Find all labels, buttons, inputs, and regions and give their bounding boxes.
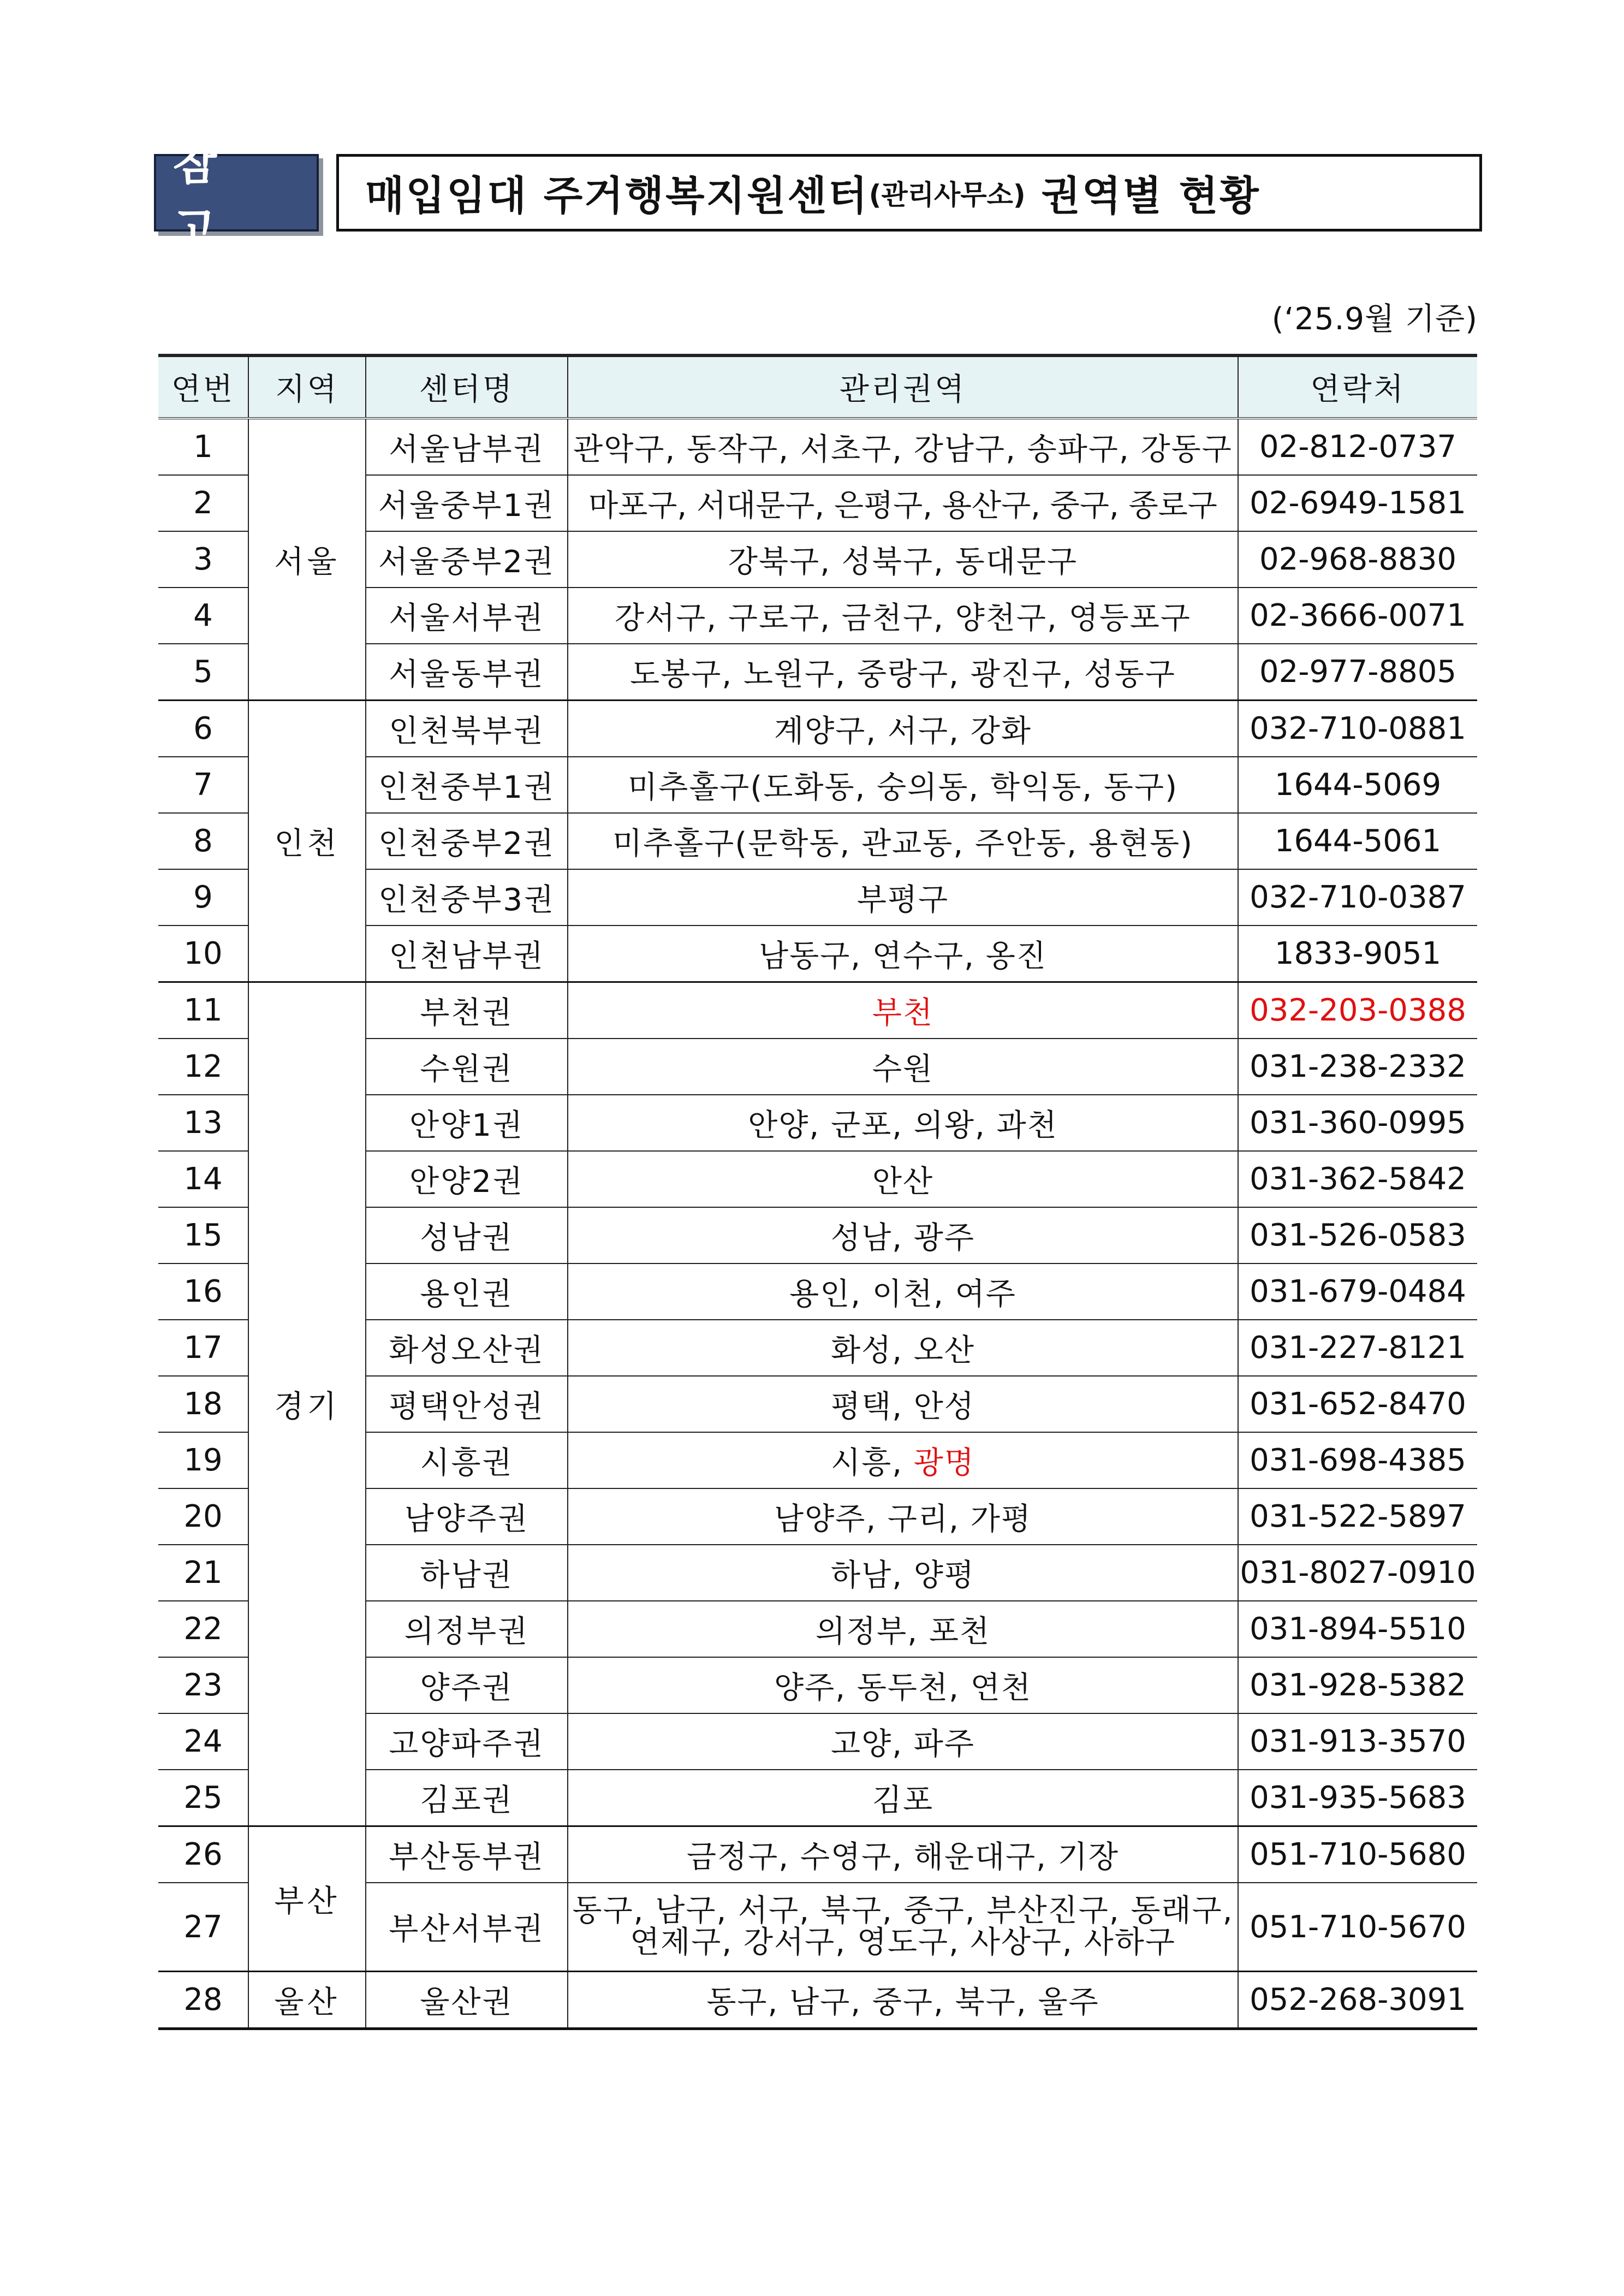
title-tail: 권역별 현황 (1041, 173, 1260, 219)
area-cell: 수원 (568, 1039, 1238, 1095)
row-no: 5 (158, 644, 248, 701)
area-cell: 강서구, 구로구, 금천구, 양천구, 영등포구 (568, 588, 1238, 644)
area-cell: 성남, 광주 (568, 1207, 1238, 1263)
center-name: 안양2권 (366, 1151, 568, 1207)
row-no: 19 (158, 1432, 248, 1488)
center-name: 양주권 (366, 1657, 568, 1713)
area-cell: 남동구, 연수구, 옹진 (568, 925, 1238, 982)
row-no: 21 (158, 1545, 248, 1601)
area-cell: 안산 (568, 1151, 1238, 1207)
phone-cell: 1644-5061 (1238, 813, 1477, 869)
center-name: 고양파주권 (366, 1713, 568, 1770)
row-no: 10 (158, 925, 248, 982)
region-cell-ulsan: 울산 (248, 1972, 366, 2029)
center-name: 시흥권 (366, 1432, 568, 1488)
phone-cell: 032-710-0387 (1238, 869, 1477, 925)
phone-cell: 02-812-0737 (1238, 418, 1477, 475)
area-cell: 평택, 안성 (568, 1376, 1238, 1432)
center-name: 인천중부1권 (366, 757, 568, 813)
table-row (158, 701, 1477, 757)
phone-cell: 031-935-5683 (1238, 1770, 1477, 1826)
area-cell-highlight: 부천 (568, 982, 1238, 1039)
basis-date: (‘25.9월 기준) (1271, 301, 1478, 337)
area-cell: 화성, 오산 (568, 1320, 1238, 1376)
phone-cell: 031-652-8470 (1238, 1376, 1477, 1432)
center-name: 성남권 (366, 1207, 568, 1263)
center-name: 인천중부2권 (366, 813, 568, 869)
area-cell: 하남, 양평 (568, 1545, 1238, 1601)
col-header-area: 관리권역 (568, 355, 1238, 418)
phone-cell: 031-360-0995 (1238, 1095, 1477, 1151)
center-name: 인천남부권 (366, 925, 568, 982)
row-no: 25 (158, 1770, 248, 1826)
region-cell-busan: 부산 (248, 1826, 366, 1972)
region-cell-seoul: 서울 (248, 418, 366, 701)
row-no: 6 (158, 701, 248, 757)
phone-cell: 02-3666-0071 (1238, 588, 1477, 644)
region-cell-incheon: 인천 (248, 701, 366, 982)
row-no: 23 (158, 1657, 248, 1713)
center-name: 부천권 (366, 982, 568, 1039)
phone-cell: 052-268-3091 (1238, 1972, 1477, 2029)
table-row (158, 982, 1477, 1039)
phone-cell: 031-522-5897 (1238, 1488, 1477, 1545)
center-name: 서울중부2권 (366, 531, 568, 588)
center-name: 하남권 (366, 1545, 568, 1601)
center-name: 부산동부권 (366, 1826, 568, 1883)
center-name: 화성오산권 (366, 1320, 568, 1376)
area-cell: 부평구 (568, 869, 1238, 925)
row-no: 28 (158, 1972, 248, 2029)
phone-cell-highlight: 032-203-0388 (1238, 982, 1477, 1039)
phone-cell: 031-238-2332 (1238, 1039, 1477, 1095)
center-name: 의정부권 (366, 1601, 568, 1657)
col-header-region: 지역 (248, 355, 366, 418)
row-no: 12 (158, 1039, 248, 1095)
area-cell: 도봉구, 노원구, 중랑구, 광진구, 성동구 (568, 644, 1238, 701)
phone-cell: 1644-5069 (1238, 757, 1477, 813)
title-main: 매입임대 주거행복지원센터 (365, 173, 869, 219)
phone-cell: 02-968-8830 (1238, 531, 1477, 588)
center-name: 인천북부권 (366, 701, 568, 757)
row-no: 14 (158, 1151, 248, 1207)
row-no: 13 (158, 1095, 248, 1151)
phone-cell: 051-710-5670 (1238, 1883, 1477, 1972)
title-paren: (관리사무소) (868, 179, 1026, 211)
phone-cell: 031-679-0484 (1238, 1263, 1477, 1320)
row-no: 2 (158, 475, 248, 531)
phone-cell: 031-698-4385 (1238, 1432, 1477, 1488)
row-no: 11 (158, 982, 248, 1039)
area-cell: 관악구, 동작구, 서초구, 강남구, 송파구, 강동구 (568, 418, 1238, 475)
row-no: 9 (158, 869, 248, 925)
area-cell: 동구, 남구, 서구, 북구, 중구, 부산진구, 동래구, 연제구, 강서구, 영도구, 사상구, 사하구 (568, 1883, 1238, 1972)
center-name: 서울동부권 (366, 644, 568, 701)
col-header-center: 센터명 (366, 355, 568, 418)
table-row (158, 1826, 1477, 1883)
area-cell: 미추홀구(도화동, 숭의동, 학익동, 동구) (568, 757, 1238, 813)
row-no: 15 (158, 1207, 248, 1263)
area-text: 시흥, (831, 1445, 914, 1481)
row-no: 27 (158, 1883, 248, 1972)
area-cell: 마포구, 서대문구, 은평구, 용산구, 중구, 종로구 (568, 475, 1238, 531)
area-cell: 강북구, 성북구, 동대문구 (568, 531, 1238, 588)
phone-cell: 1833-9051 (1238, 925, 1477, 982)
row-no: 16 (158, 1263, 248, 1320)
center-name: 부산서부권 (366, 1883, 568, 1972)
row-no: 1 (158, 418, 248, 475)
page-header (154, 137, 1482, 256)
center-name: 서울남부권 (366, 418, 568, 475)
center-name: 남양주권 (366, 1488, 568, 1545)
phone-cell: 032-710-0881 (1238, 701, 1477, 757)
col-header-phone: 연락처 (1238, 355, 1477, 418)
phone-cell: 031-894-5510 (1238, 1601, 1477, 1657)
region-cell-gyeonggi: 경기 (248, 982, 366, 1826)
row-no: 3 (158, 531, 248, 588)
row-no: 26 (158, 1826, 248, 1883)
page-title (336, 154, 1482, 232)
phone-cell: 031-913-3570 (1238, 1713, 1477, 1770)
reference-tag: 참 고 (154, 154, 319, 232)
row-no: 24 (158, 1713, 248, 1770)
center-table (158, 354, 1477, 2030)
area-cell: 안양, 군포, 의왕, 과천 (568, 1095, 1238, 1151)
center-name: 수원권 (366, 1039, 568, 1095)
col-header-no: 연번 (158, 355, 248, 418)
area-cell: 고양, 파주 (568, 1713, 1238, 1770)
phone-cell: 031-227-8121 (1238, 1320, 1477, 1376)
area-cell: 양주, 동두천, 연천 (568, 1657, 1238, 1713)
phone-cell: 051-710-5680 (1238, 1826, 1477, 1883)
phone-cell: 031-928-5382 (1238, 1657, 1477, 1713)
title-space (1026, 169, 1042, 216)
row-no: 4 (158, 588, 248, 644)
center-name: 김포권 (366, 1770, 568, 1826)
area-text-highlight: 광명 (913, 1445, 975, 1481)
phone-cell: 02-977-8805 (1238, 644, 1477, 701)
row-no: 17 (158, 1320, 248, 1376)
phone-cell: 031-8027-0910 (1238, 1545, 1477, 1601)
area-cell: 금정구, 수영구, 해운대구, 기장 (568, 1826, 1238, 1883)
row-no: 22 (158, 1601, 248, 1657)
area-cell: 의정부, 포천 (568, 1601, 1238, 1657)
phone-cell: 031-362-5842 (1238, 1151, 1477, 1207)
row-no: 8 (158, 813, 248, 869)
center-name: 평택안성권 (366, 1376, 568, 1432)
table-header-row (158, 355, 1477, 418)
area-cell: 김포 (568, 1770, 1238, 1826)
row-no: 18 (158, 1376, 248, 1432)
center-name: 울산권 (366, 1972, 568, 2029)
phone-cell: 02-6949-1581 (1238, 475, 1477, 531)
area-cell: 용인, 이천, 여주 (568, 1263, 1238, 1320)
area-cell: 동구, 남구, 중구, 북구, 울주 (568, 1972, 1238, 2029)
row-no: 20 (158, 1488, 248, 1545)
center-name: 서울서부권 (366, 588, 568, 644)
center-name: 인천중부3권 (366, 869, 568, 925)
center-name: 안양1권 (366, 1095, 568, 1151)
row-no: 7 (158, 757, 248, 813)
center-name: 용인권 (366, 1263, 568, 1320)
table-row (158, 418, 1477, 475)
area-cell: 남양주, 구리, 가평 (568, 1488, 1238, 1545)
phone-cell: 031-526-0583 (1238, 1207, 1477, 1263)
table-row (158, 1972, 1477, 2029)
area-cell (568, 1432, 1238, 1488)
area-cell: 미추홀구(문학동, 관교동, 주안동, 용현동) (568, 813, 1238, 869)
center-name: 서울중부1권 (366, 475, 568, 531)
area-cell: 계양구, 서구, 강화 (568, 701, 1238, 757)
